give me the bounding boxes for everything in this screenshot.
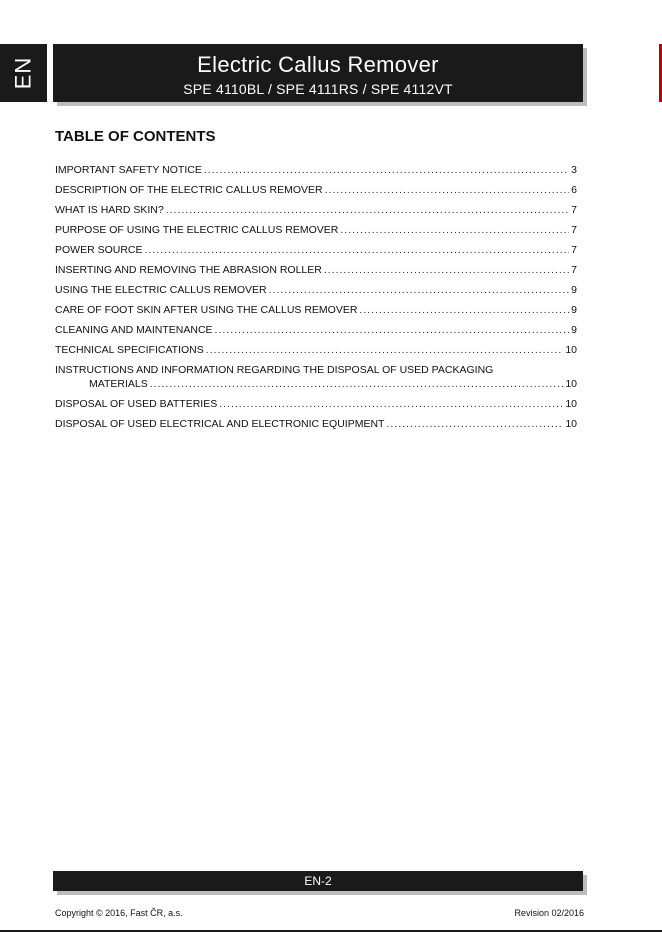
toc-entry-label: DISPOSAL OF USED BATTERIES — [55, 398, 218, 410]
footer-page-bar — [53, 871, 583, 891]
toc-entry-label: CARE OF FOOT SKIN AFTER USING THE CALLUS REMOVER — [55, 304, 358, 316]
toc-entry-label: INSERTING AND REMOVING THE ABRASION ROLLER — [55, 264, 322, 276]
toc-entry-page: 9 — [571, 324, 577, 336]
toc-entry-page: 7 — [571, 244, 577, 256]
dot-leader — [359, 303, 569, 317]
toc-entry-page: 9 — [571, 284, 577, 296]
toc-list — [55, 163, 577, 437]
toc-entry-page: 9 — [571, 304, 577, 316]
dot-leader — [219, 397, 563, 411]
toc-entry-page: 10 — [565, 398, 577, 410]
toc-entry[interactable] — [55, 283, 577, 303]
toc-entry-label: DISPOSAL OF USED ELECTRICAL AND ELECTRONIC EQUIPMENT — [55, 418, 385, 430]
header-bar — [53, 44, 583, 102]
toc-entry-label: INSTRUCTIONS AND INFORMATION REGARDING THE DISPOSAL OF USED PACKAGING — [55, 364, 494, 376]
toc-entry[interactable] — [55, 323, 577, 343]
dot-leader — [386, 417, 563, 431]
dot-leader — [145, 243, 570, 257]
dot-leader — [150, 377, 564, 391]
revision-label: Revision 02/2016 — [514, 908, 584, 918]
toc-entry[interactable] — [55, 343, 577, 363]
model-numbers: SPE 4110BL / SPE 4111RS / SPE 4112VT — [183, 81, 453, 97]
toc-entry-page: 10 — [565, 344, 577, 356]
dot-leader — [204, 163, 569, 177]
toc-entry-label: DESCRIPTION OF THE ELECTRIC CALLUS REMOVER — [55, 184, 323, 196]
toc-entry[interactable] — [55, 417, 577, 437]
dot-leader — [325, 183, 570, 197]
language-tab — [0, 44, 50, 102]
copyright-notice: Copyright © 2016, Fast ČR, a.s. — [55, 908, 183, 918]
toc-entry[interactable] — [55, 363, 577, 391]
toc-entry[interactable] — [55, 303, 577, 323]
dot-leader — [269, 283, 570, 297]
toc-entry[interactable] — [55, 263, 577, 283]
toc-entry[interactable] — [55, 203, 577, 223]
toc-entry-continuation — [55, 377, 577, 391]
toc-entry-page: 6 — [571, 184, 577, 196]
bottom-divider — [0, 930, 662, 932]
toc-entry[interactable] — [55, 163, 577, 183]
dot-leader — [215, 323, 570, 337]
toc-entry-label: IMPORTANT SAFETY NOTICE — [55, 164, 202, 176]
toc-heading: TABLE OF CONTENTS — [55, 128, 216, 145]
toc-entry-label: WHAT IS HARD SKIN? — [55, 204, 164, 216]
toc-entry-page: 7 — [571, 264, 577, 276]
language-label: EN — [10, 56, 36, 90]
page-number: EN-2 — [304, 874, 332, 888]
toc-entry-label: PURPOSE OF USING THE ELECTRIC CALLUS REMOVER — [55, 224, 339, 236]
toc-entry[interactable] — [55, 183, 577, 203]
toc-entry-label: POWER SOURCE — [55, 244, 143, 256]
toc-entry[interactable] — [55, 243, 577, 263]
toc-entry[interactable] — [55, 397, 577, 417]
toc-entry-label: USING THE ELECTRIC CALLUS REMOVER — [55, 284, 267, 296]
toc-entry-page: 7 — [571, 224, 577, 236]
dot-leader — [324, 263, 569, 277]
toc-entry-page: 10 — [565, 418, 577, 430]
toc-entry-page: 7 — [571, 204, 577, 216]
toc-entry-label-cont: MATERIALS — [89, 378, 148, 390]
dot-leader — [166, 203, 569, 217]
toc-entry-page: 3 — [571, 164, 577, 176]
dot-leader — [206, 343, 564, 357]
document-title: Electric Callus Remover — [197, 52, 439, 77]
dot-leader — [340, 223, 569, 237]
toc-entry[interactable] — [55, 223, 577, 243]
toc-entry-label: CLEANING AND MAINTENANCE — [55, 324, 213, 336]
table-of-contents — [55, 128, 577, 437]
toc-entry-label: TECHNICAL SPECIFICATIONS — [55, 344, 204, 356]
toc-entry-page: 10 — [565, 378, 577, 390]
